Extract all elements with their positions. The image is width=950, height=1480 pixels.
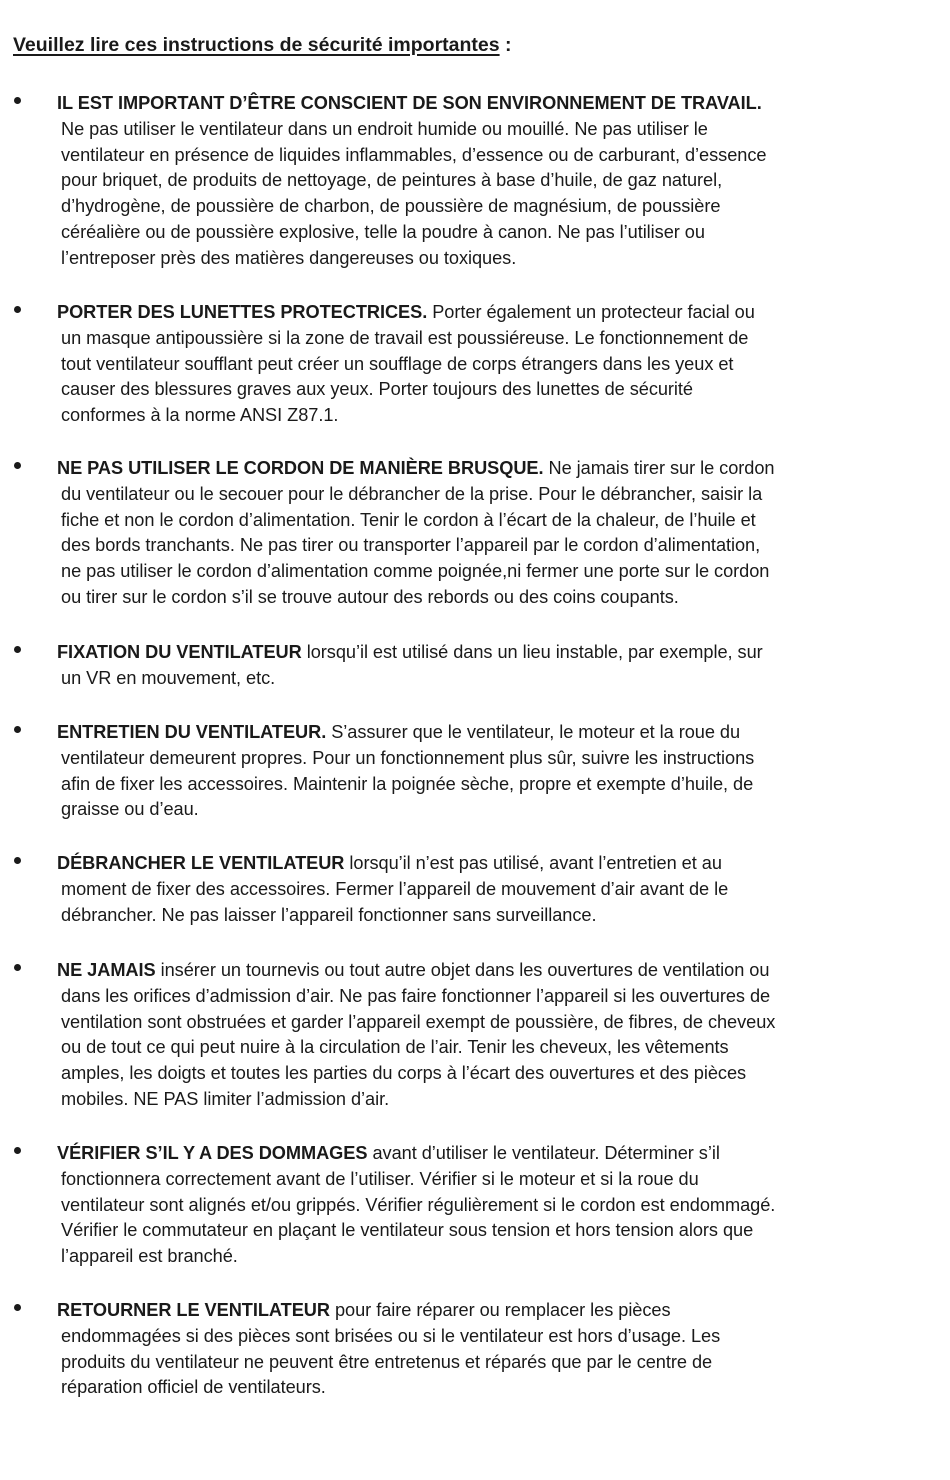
safety-item-line: Vérifier le commutateur en plaçant le ventilateur sous tension et hors tension alors que bbox=[61, 1220, 754, 1241]
safety-item-line: Ne pas utiliser le ventilateur dans un endroit humide ou mouillé. Ne pas utiliser le bbox=[61, 118, 708, 139]
safety-item-lead: RETOURNER LE VENTILATEUR bbox=[57, 1300, 330, 1320]
safety-item-line: d’hydrogène, de poussière de charbon, de poussière de magnésium, de poussière bbox=[61, 196, 721, 217]
safety-item-line: ne pas utiliser le cordon d’alimentation comme poignée,ni fermer une porte sur le cordon bbox=[61, 561, 770, 582]
safety-item-line: ventilation sont obstruées et garder l’appareil exempt de poussière, de fibres, de cheveux bbox=[61, 1011, 776, 1032]
safety-item-line: réparation officiel de ventilateurs. bbox=[61, 1377, 326, 1398]
safety-item-line: dans les orifices d’admission d’air. Ne pas faire fonctionner l’appareil si les ouvertures de bbox=[61, 985, 771, 1006]
safety-item-text bbox=[57, 300, 947, 429]
safety-item-line: un masque antipoussière si la zone de travail est poussiéreuse. Le fonctionnement de bbox=[61, 327, 749, 348]
safety-item-line: l’appareil est branché. bbox=[61, 1246, 238, 1267]
safety-item-first-line: lorsqu’il n’est pas utilisé, avant l’entretien et au bbox=[344, 853, 722, 873]
safety-item-text bbox=[57, 958, 947, 1113]
safety-item-first-line: insérer un tournevis ou tout autre objet dans les ouvertures de ventilation ou bbox=[155, 960, 770, 980]
safety-item-first-line: S’assurer que le ventilateur, le moteur et la roue du bbox=[326, 722, 741, 742]
safety-item-first-line: lorsqu’il est utilisé dans un lieu instable, par exemple, sur bbox=[301, 642, 763, 662]
safety-item-lead: NE PAS UTILISER LE CORDON DE MANIÈRE BRUSQUE. bbox=[57, 458, 544, 478]
safety-item-text bbox=[57, 851, 947, 928]
safety-item-lead: DÉBRANCHER LE VENTILATEUR bbox=[57, 853, 345, 873]
safety-item-line: amples, les doigts et toutes les parties du corps à l’écart des ouvertures et des pièces bbox=[61, 1063, 747, 1084]
safety-item-lead: FIXATION DU VENTILATEUR bbox=[57, 642, 302, 662]
safety-item-line: pour briquet, de produits de nettoyage, de peintures à base d’huile, de gaz naturel, bbox=[61, 170, 723, 191]
page-title-suffix: : bbox=[499, 34, 512, 56]
safety-item-line: l’entreposer près des matières dangereuses ou toxiques. bbox=[61, 247, 517, 268]
safety-item-lead: NE JAMAIS bbox=[57, 960, 156, 980]
safety-item-first-line: avant d’utiliser le ventilateur. Déterminer s’il bbox=[367, 1143, 720, 1163]
bullet-icon bbox=[14, 964, 21, 971]
safety-item-line: graisse ou d’eau. bbox=[61, 799, 199, 820]
safety-item-line: ventilateur en présence de liquides inflammables, d’essence ou de carburant, d’essence bbox=[61, 144, 767, 165]
safety-item-text bbox=[57, 91, 947, 272]
bullet-icon bbox=[14, 97, 21, 104]
safety-item-text bbox=[57, 1141, 947, 1270]
bullet-icon bbox=[14, 857, 21, 864]
safety-item-lead: VÉRIFIER S’IL Y A DES DOMMAGES bbox=[57, 1143, 368, 1163]
safety-item-line: ventilateur sont alignés et/ou grippés. Vérifier régulièrement si le cordon est endommagé. bbox=[61, 1194, 776, 1215]
safety-item-line: fiche et non le cordon d’alimentation. Tenir le cordon à l’écart de la chaleur, de l’huile et bbox=[61, 509, 756, 530]
safety-item-line: ou tirer sur le cordon s’il se trouve autour des rebords ou des coins coupants. bbox=[61, 586, 679, 607]
bullet-icon bbox=[14, 1304, 21, 1311]
safety-item-line: afin de fixer les accessoires. Maintenir la poignée sèche, propre et exempte d’huile, de bbox=[61, 773, 754, 794]
safety-item-line: moment de fixer des accessoires. Fermer l’appareil de mouvement d’air avant de le bbox=[61, 878, 729, 899]
safety-item-first-line: Porter également un protecteur facial ou bbox=[427, 302, 755, 322]
bullet-icon bbox=[14, 306, 21, 313]
page-title bbox=[13, 34, 512, 57]
safety-item-line: endommagées si des pièces sont brisées ou si le ventilateur est hors d’usage. Les bbox=[61, 1325, 721, 1346]
safety-item-line: ou de tout ce qui peut nuire à la circulation de l’air. Tenir les cheveux, les vêtements bbox=[61, 1037, 729, 1058]
safety-item-line: céréalière ou de poussière explosive, telle la poudre à canon. Ne pas l’utiliser ou bbox=[61, 221, 705, 242]
safety-item-line: des bords tranchants. Ne pas tirer ou transporter l’appareil par le cordon d’alimentation, bbox=[61, 535, 761, 556]
page-title-text: Veuillez lire ces instructions de sécurité importantes bbox=[13, 34, 500, 56]
safety-item-line: mobiles. NE PAS limiter l’admission d’air. bbox=[61, 1088, 390, 1109]
bullet-icon bbox=[14, 646, 21, 653]
safety-item-lead: PORTER DES LUNETTES PROTECTRICES. bbox=[57, 302, 428, 322]
safety-item-text bbox=[57, 456, 947, 611]
safety-item-lead: IL EST IMPORTANT D’ÊTRE CONSCIENT DE SON ENVIRONNEMENT DE TRAVAIL. bbox=[57, 93, 762, 113]
safety-item-lead: ENTRETIEN DU VENTILATEUR. bbox=[57, 722, 327, 742]
safety-item-line: ventilateur demeurent propres. Pour un fonctionnement plus sûr, suivre les instructions bbox=[61, 747, 755, 768]
bullet-icon bbox=[14, 1147, 21, 1154]
safety-item-first-line: pour faire réparer ou remplacer les pièces bbox=[329, 1300, 671, 1320]
safety-item-line: fonctionnera correctement avant de l’utiliser. Vérifier si le moteur et si la roue du bbox=[61, 1168, 699, 1189]
bullet-icon bbox=[14, 462, 21, 469]
safety-item-first-line: Ne jamais tirer sur le cordon bbox=[543, 458, 775, 478]
safety-item-line: tout ventilateur soufflant peut créer un soufflage de corps étrangers dans les yeux et bbox=[61, 353, 734, 374]
safety-item-line: débrancher. Ne pas laisser l’appareil fonctionner sans surveillance. bbox=[61, 904, 597, 925]
safety-item-text bbox=[57, 720, 947, 823]
safety-item-line: produits du ventilateur ne peuvent être entretenus et réparés que par le centre de bbox=[61, 1351, 713, 1372]
safety-item-line: causer des blessures graves aux yeux. Porter toujours des lunettes de sécurité bbox=[61, 379, 693, 400]
safety-item-line: du ventilateur ou le secouer pour le débrancher de la prise. Pour le débrancher, saisir la bbox=[61, 483, 763, 504]
safety-item-line: conformes à la norme ANSI Z87.1. bbox=[61, 405, 339, 426]
bullet-icon bbox=[14, 726, 21, 733]
safety-item-text bbox=[57, 1298, 947, 1401]
safety-item-text bbox=[57, 640, 947, 692]
safety-item-line: un VR en mouvement, etc. bbox=[61, 667, 276, 688]
